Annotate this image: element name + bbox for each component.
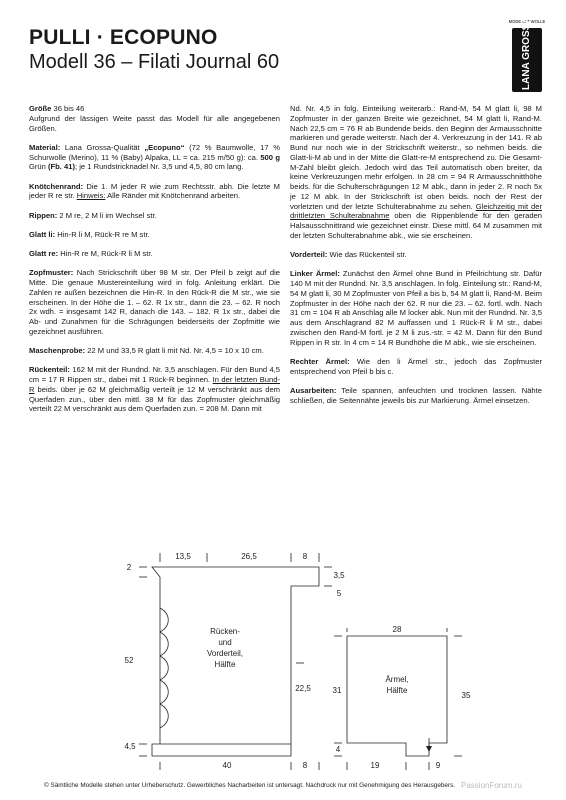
section-rechter-aermel: Rechter Ärmel: Wie den li Ärmel str., jedoch das Zopfmuster entsprechend von Pfeil b bis c. [290, 356, 542, 376]
dim-4: 4 [335, 745, 341, 754]
instructions-right-column [290, 104, 542, 415]
dim-28: 28 [392, 625, 402, 634]
body-label-line4: Hälfte [214, 660, 236, 669]
lana-grossa-logo [507, 16, 547, 96]
cable-pattern-line [160, 608, 168, 728]
watermark: PassionForum.ru [461, 781, 522, 790]
section-rueckenteil: Rückenteil: 162 M mit der Rundnd. Nr. 3,5 anschlagen. Für den Bund 4,5 cm = 17 R Rippen str., dabei mit 1 Rück-R beginnen. In der letzten Bund-R beids. über je 62 M gleichmäßig verteilt je 12 M verschränkt aus dem Querfaden zun., über den mittl. 38 M für das Zopfmuster gleichmäßig verteilt 22 M verschränkt aus dem Querfaden zun. = 208 M. Dann mit [29, 365, 280, 414]
dim-26-5: 26,5 [241, 552, 257, 561]
copyright-notice: © Sämtliche Modelle stehen unter Urheberschutz. Gewerbliches Nacharbeiten ist untersagt. Nachdruck nur mit Genehmigung des Herausgebers. [44, 782, 456, 789]
logo-brand: LANA GROSSA [521, 16, 532, 90]
sleeve-label-line1: Ärmel, [385, 675, 409, 684]
dim-4-5: 4,5 [124, 742, 136, 751]
dim-8-bottom: 8 [302, 761, 308, 770]
dim-9: 9 [435, 761, 441, 770]
dim-2: 2 [126, 563, 132, 572]
dim-8-top: 8 [302, 552, 308, 561]
body-schematic [139, 553, 332, 770]
schematic-diagram [29, 548, 529, 781]
section-knoetchenrand: Knötchenrand: Die 1. M jeder R wie zum Rechtsstr. abh. Die letzte M jeder R re str. Hinweis: Alle Ränder mit Knötchenrand arbeiten. [29, 181, 280, 201]
section-linker-aermel: Linker Ärmel: Zunächst den Ärmel ohne Bund in Pfeilrichtung str. Dafür 140 M mit der Rundnd. Nr. 3,5 anschlagen. In folg. Einteilung str.: Rand-M, 54 M glatt li, 30 M Zopfmuster von Pfeil a bis b, 54 M glatt li, Rand-M. Beim Zopfmuster in der Höhe nach der 62. R nur die 23. – 62. fortl. wdh. Nach 31 cm = 104 R ab Anschlag alle M locker abk. Nun mit der Rundnd. Nr. 3,5 aus dem Anschlagrand 82 M auffassen und 1 Rück-R li M str., dabei zwischen den Rand-M fortl. je 2 M li zus.-str. = 42 M. Dann für den Bund Rippen in R str. In 4 cm = 14 R Bundhöhe die M abk., wie sie erscheinen. [290, 269, 543, 347]
section-glatt-li: Glatt li: Hin-R li M, Rück-R re M str. [29, 229, 150, 239]
section-groesse: Größe 36 bis 46 Aufgrund der lässigen Weite passt das Modell für alle angegebenen Größen. [29, 104, 280, 133]
sleeve-outline [347, 636, 447, 756]
section-maschenprobe: Maschenprobe: 22 M und 33,5 R glatt li mit Nd. Nr. 4,5 = 10 x 10 cm. [29, 346, 264, 355]
page-title: PULLI · ECOPUNO [29, 26, 218, 49]
body-label-line2: und [218, 638, 232, 647]
sleeve-label-line2: Hälfte [386, 686, 408, 695]
dim-3-5: 3,5 [333, 571, 345, 580]
sleeve-arrow-icon [426, 746, 432, 752]
dim-40: 40 [222, 761, 232, 770]
section-material: Material: Lana Grossa-Qualität „Ecopuno“ (72 % Baumwolle, 17 % Schurwolle (Merino), 11 % (Baby) Alpaka, LL = ca. 215 m/50 g): ca. 500 g Grün (Fb. 41); je 1 Rundstricknadel Nr. 3,5 und 4,5, 80 cm lang. [29, 142, 280, 172]
body-label-line1: Rücken- [210, 627, 240, 636]
logo-tagline: MODE MIT WOLLE [508, 19, 546, 24]
section-glatt-re: Glatt re: Hin-R re M, Rück-R li M str. [29, 249, 153, 258]
dim-13-5: 13,5 [175, 552, 191, 561]
section-vorderteil: Vorderteil: Wie das Rückenteil str. [290, 250, 407, 259]
page-subtitle: Modell 36 – Filati Journal 60 [29, 51, 280, 73]
body-outline [152, 567, 319, 756]
dim-22-5: 22,5 [295, 684, 311, 693]
dim-5: 5 [336, 589, 342, 598]
section-zopfmuster: Zopfmuster: Nach Strickschrift über 98 M str. Der Pfeil b zeigt auf die Mitte. Die genaue Mustereinteilung wird in folg. Anleitung erklärt. Die Zahlen re außen bezeichnen die Hin-R. In den Rück-R die M str., wie sie erscheinen. In der Höhe die 1. – 62. R 1x str., dann die 23. – 62. R noch 2x wdh. = insgesamt 142 R, danach die 143. – 182. R 1x str., dabei die Ab- und Zunahmen für die Schrägungen beiderseits der Zopfmitte wie gezeichnet ausführen. [29, 268, 280, 336]
dim-35: 35 [461, 691, 471, 700]
section-ausarbeiten: Ausarbeiten: Teile spannen, anfeuchten und trocknen lassen. Nähte schließen, die Seitennähte jeweils bis zur Markierung. Ärmel einsetzen. [290, 385, 542, 405]
dim-52: 52 [124, 656, 134, 665]
dim-31: 31 [332, 686, 342, 695]
instructions-left-column [29, 104, 280, 424]
dim-19: 19 [370, 761, 380, 770]
section-rueckenteil-cont: Nd. Nr. 4,5 in folg. Einteilung weiterarb.: Rand-M, 54 M glatt li, 98 M Zopfmuster in der ganzen Breite wie gezeichnet, 54 M glatt li, Rand-M. Nach 22,5 cm = 76 R ab Bundende beids. den Beginn der Armausschnitte markieren und gerade weiterstr. Nach der 4. Verkreuzung in der 141. R ab Bund nur noch wie in der Strickschrift weiterstr., so nehmen beids. die Glatt-li-M ab und in der Mitte die Glatt-re-M entsprechend zu. Die Gesamt-M-Zahl bleibt gleich. Jedoch wird das Teil automatisch oben breiter, da keine Verkreuzungen mehr erfolgen. In 28 cm = 94 R Armausschnitthöhe beids. für die Schulterschrägungen 12 M abk., dann in jeder 2. R noch 5x je 12 M abk. In der Strickschrift ist oben beids. noch der Rest der vorletzten und der letzte Schulterabnahme zu sehen. Gleichzeitig mit der drittletzten Schulterabnahme oben die Rippenblende für den geraden Halsausschnittrand wie gezeichnet einstr. Diese mittl. 64 M zusammen mit der letzten Schulterabnahme abk., wie sie erscheinen. [290, 104, 542, 240]
sleeve-schematic [334, 628, 462, 770]
body-label-line3: Vorderteil, [206, 649, 244, 658]
section-rippen: Rippen: 2 M re, 2 M li im Wechsel str. [29, 210, 157, 220]
